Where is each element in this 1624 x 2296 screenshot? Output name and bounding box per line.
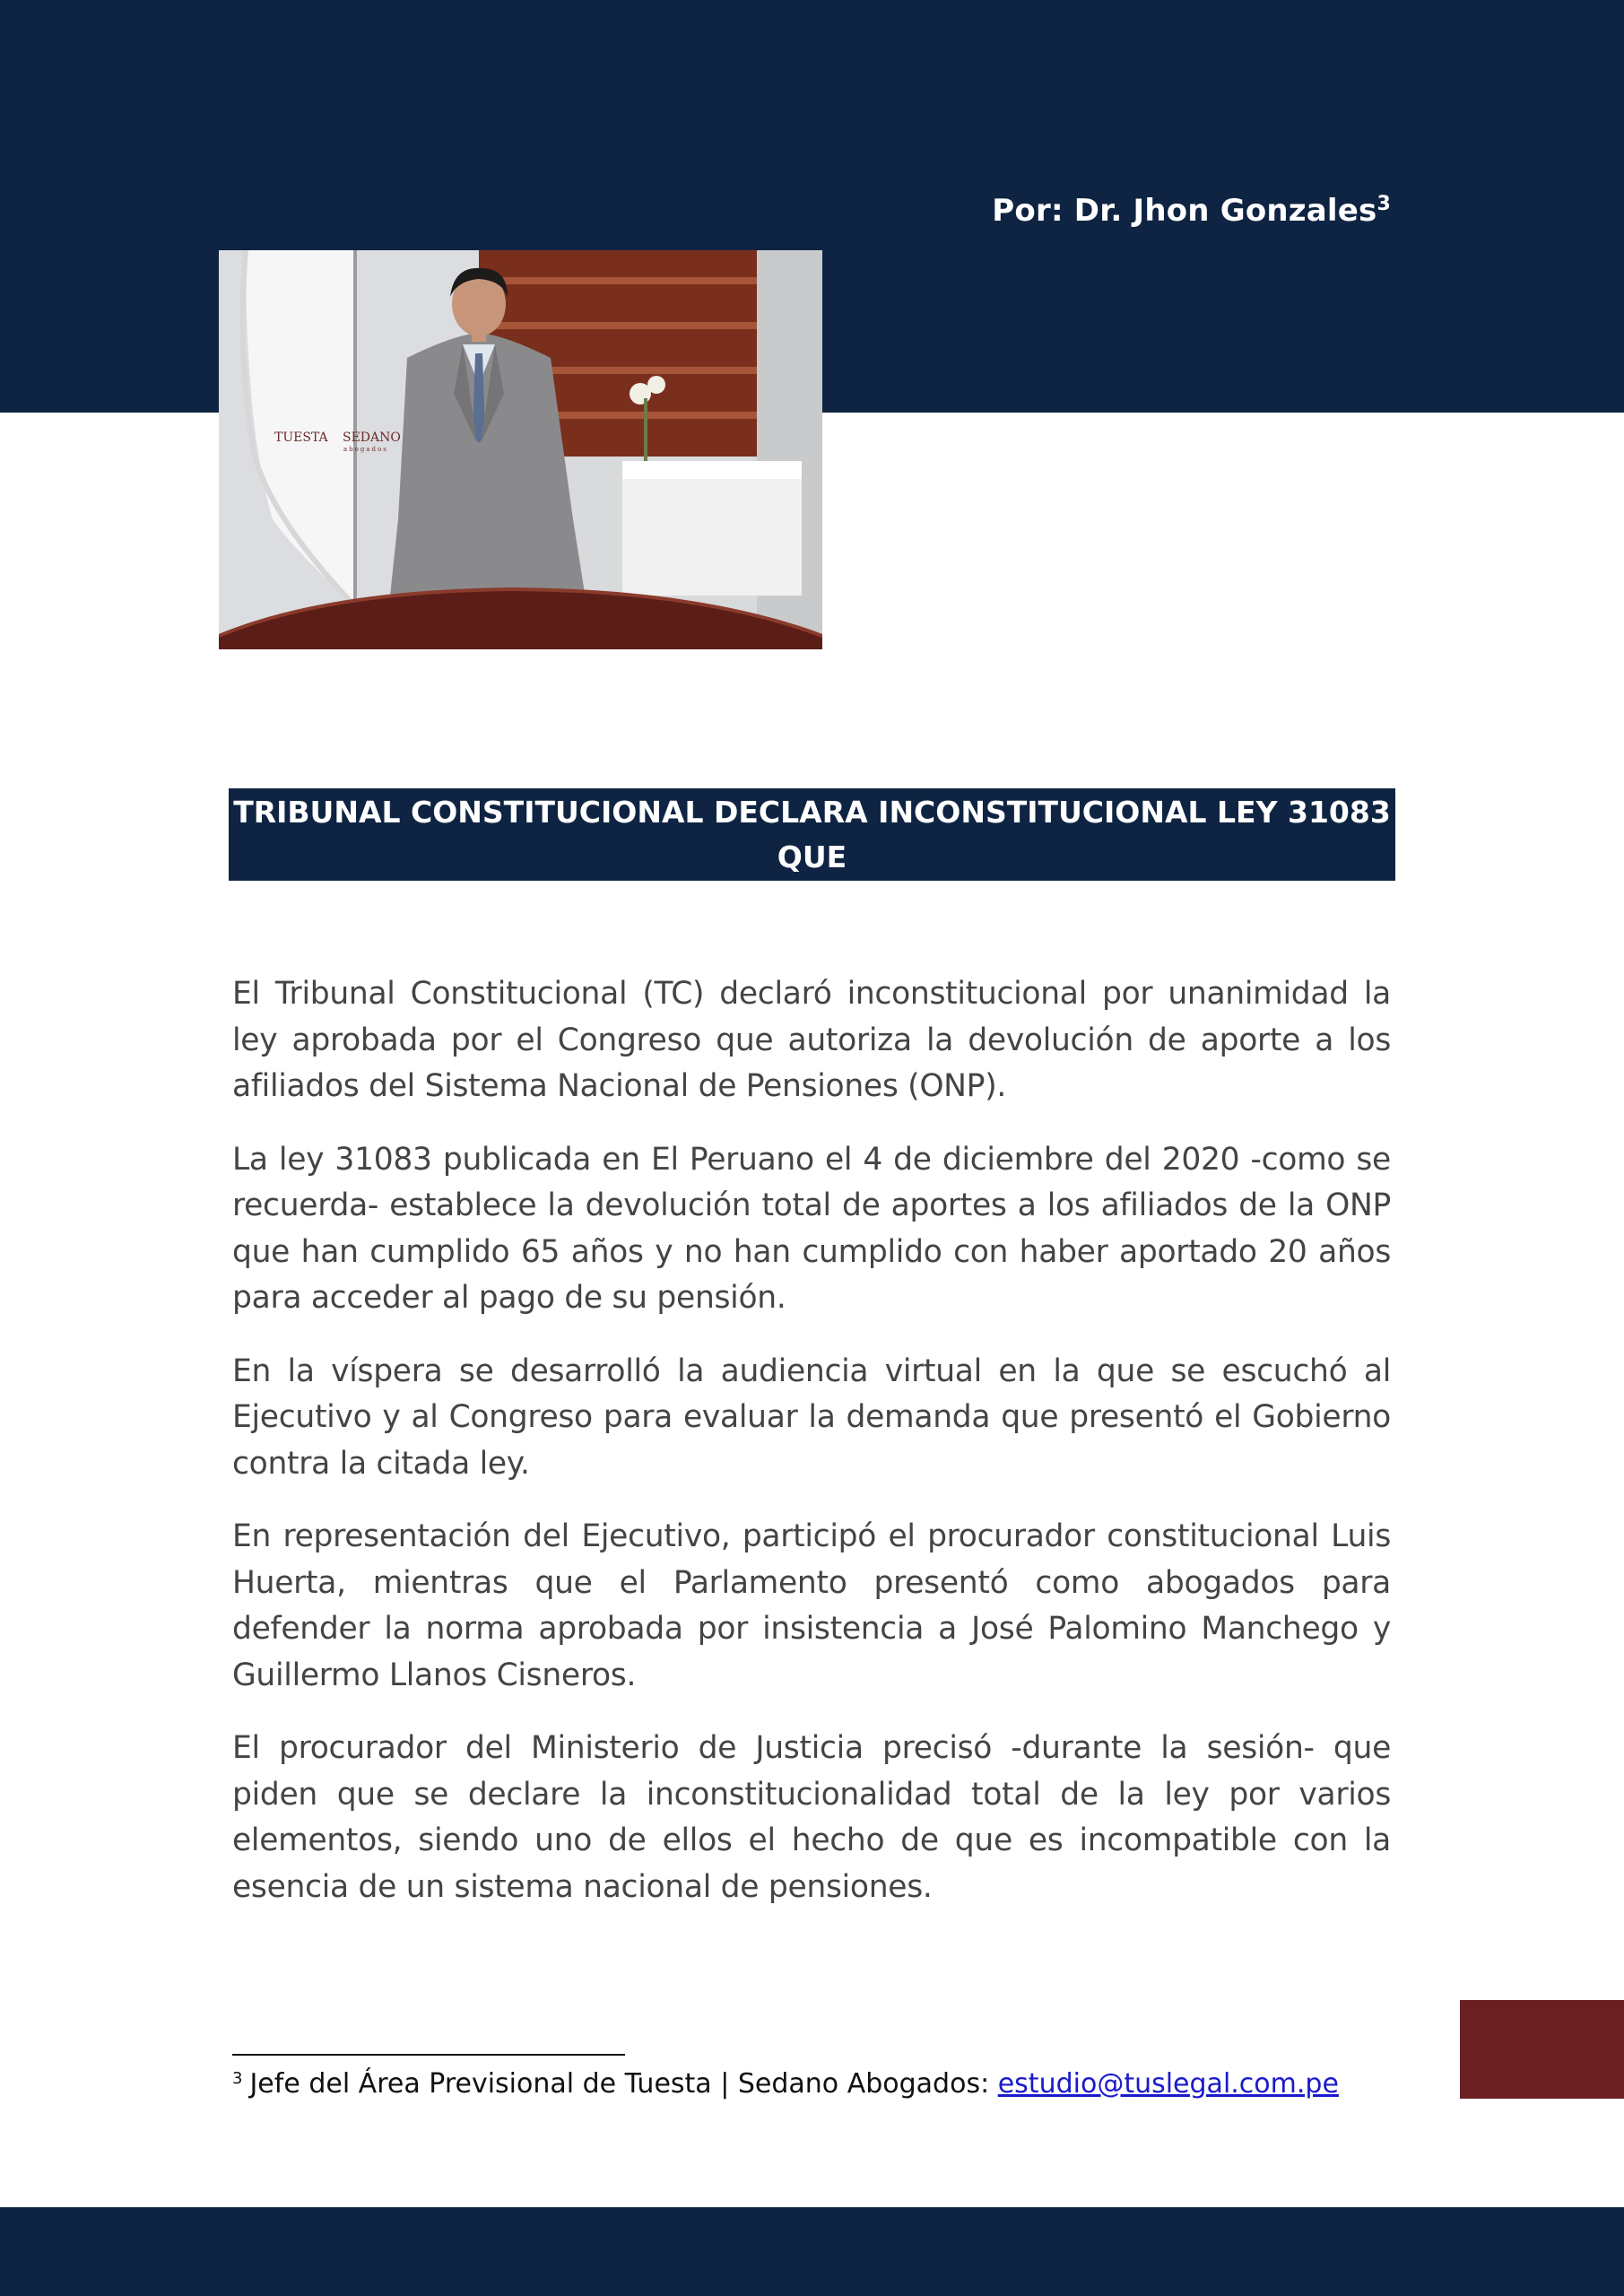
flag-logo-left: TUESTA bbox=[274, 430, 328, 445]
article-headline bbox=[229, 788, 1395, 919]
footnote-divider bbox=[232, 2054, 625, 2056]
headline-line-1: TRIBUNAL CONSTITUCIONAL DECLARA INCONSTITUCIONAL LEY 31083 QUE bbox=[233, 795, 1391, 874]
paragraph: En representación del Ejecutivo, participó el procurador constitucional Luis Huerta, mientras que el Parlamento presentó como abogados para defender la norma aprobada por insistencia a José Palomino Manchego y Guillermo Llanos Cisneros. bbox=[232, 1518, 1391, 1693]
footnote-mark: 3 bbox=[232, 2069, 243, 2088]
footnote bbox=[232, 2068, 1398, 2100]
paragraph: La ley 31083 publicada en El Peruano el 4 de diciembre del 2020 -como se recuerda- establece la devolución total de aportes a los afiliados de la ONP que han cumplido 65 años y no han cumplido con haber aportado 20 años para acceder al pago de su pensión. bbox=[232, 1141, 1391, 1316]
paragraph: El Tribunal Constitucional (TC) declaró inconstitucional por unanimidad la ley aprobada por el Congreso que autoriza la devolución de aporte a los afiliados del Sistema Nacional de Pensiones (ONP). bbox=[232, 976, 1391, 1104]
author-byline bbox=[992, 193, 1391, 229]
footer-band bbox=[0, 2207, 1624, 2296]
decorative-side-block bbox=[1460, 2000, 1624, 2099]
article-body bbox=[232, 971, 1391, 1937]
paragraph: En la víspera se desarrolló la audiencia virtual en la que se escuchó al Ejecutivo y al Congreso para evaluar la demanda que presentó el Gobierno contra la citada ley. bbox=[232, 1352, 1391, 1482]
author-photo-illustration bbox=[219, 250, 822, 649]
footnote-email-link[interactable]: estudio@tuslegal.com.pe bbox=[997, 2068, 1339, 2100]
paragraph: El procurador del Ministerio de Justicia precisó -durante la sesión- que piden que se declare la inconstitucionalidad total de la ley por varios elementos, siendo uno de ellos el hecho de que es incompatible con la esencia de un sistema nacional de pensiones. bbox=[232, 1730, 1391, 1905]
author-photo bbox=[219, 250, 822, 649]
headline-line-2: AUTORIZA DEVOLUCIóN DE APORTES DE LA ONP bbox=[412, 884, 1212, 919]
flag-logo-right: SEDANO bbox=[343, 430, 401, 445]
footnote-text: Jefe del Área Previsional de Tuesta | Sedano Abogados: bbox=[249, 2068, 998, 2100]
flag-logo-sub: abogados bbox=[343, 446, 388, 453]
author-footnote-mark: 3 bbox=[1376, 193, 1391, 215]
author-name: Por: Dr. Jhon Gonzales bbox=[992, 193, 1377, 229]
